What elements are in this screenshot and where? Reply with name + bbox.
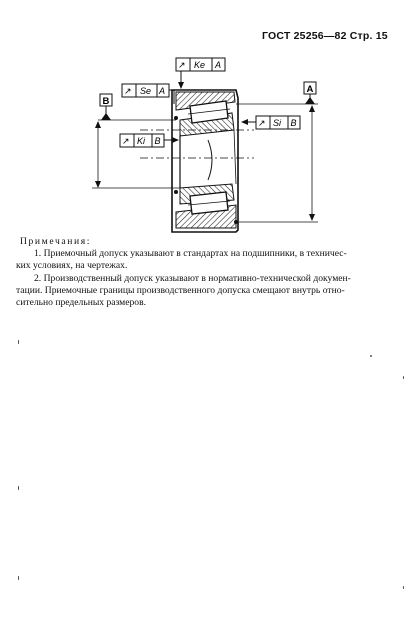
frame-left-top [122,84,174,104]
frame-right-mid-symbol: ↗ [258,118,266,128]
rib-mark-top [174,116,178,120]
notes-title: Примечания: [20,236,91,247]
datum-right-triangle [305,97,315,104]
rib-mark-right [234,220,238,224]
note-2-line-1: 2. Производственный допуск указывают в нормативно-технической докумен- [34,272,351,284]
scan-speck [18,576,19,580]
bearing-drawing [0,0,412,236]
frame-top-datum: A [215,60,222,70]
frame-left-top-symbol: ↗ [124,86,132,96]
note-2-line-3: сительно предельных размеров. [16,297,147,309]
cage-curve [208,140,212,180]
frame-left-mid-value: Ki [137,136,146,146]
rib-mark-bottom [174,190,178,194]
notes-block [16,236,400,309]
datum-left-letter: B [102,96,110,107]
scan-speck [18,340,19,344]
frame-left-top-datum: A [159,86,166,96]
frame-left-top-value: Se [140,86,152,96]
inner-bore-right [234,130,236,184]
scan-speck [370,355,372,357]
note-1-line-2: ких условиях, на чертежах. [16,260,128,272]
page-header: ГОСТ 25256—82 Стр. 15 [262,30,388,42]
note-2-line-2: тации. Приемочные границы производственного допуска смещают внутрь отно- [16,284,345,296]
datum-left-triangle [101,113,111,120]
frame-top-value: Ke [194,60,206,70]
frame-right-mid-value: Si [273,118,282,128]
frame-top [176,58,225,71]
frame-left-mid [120,134,179,147]
datum-right-letter: A [306,84,314,95]
datum-left [100,94,112,120]
note-1-line-1: 1. Приемочный допуск указывают в стандартах на подшипники, в техничес- [34,248,347,260]
frame-right-mid-datum: B [290,118,297,128]
frame-top-symbol: ↗ [178,60,186,70]
scan-speck [403,376,404,379]
frame-left-mid-datum: B [154,136,161,146]
scan-speck [18,486,19,490]
frame-right-mid [241,116,300,129]
datum-right [304,82,316,104]
frame-left-mid-symbol: ↗ [122,136,130,146]
scan-speck [403,586,404,589]
leader-top-arrow [178,82,184,89]
